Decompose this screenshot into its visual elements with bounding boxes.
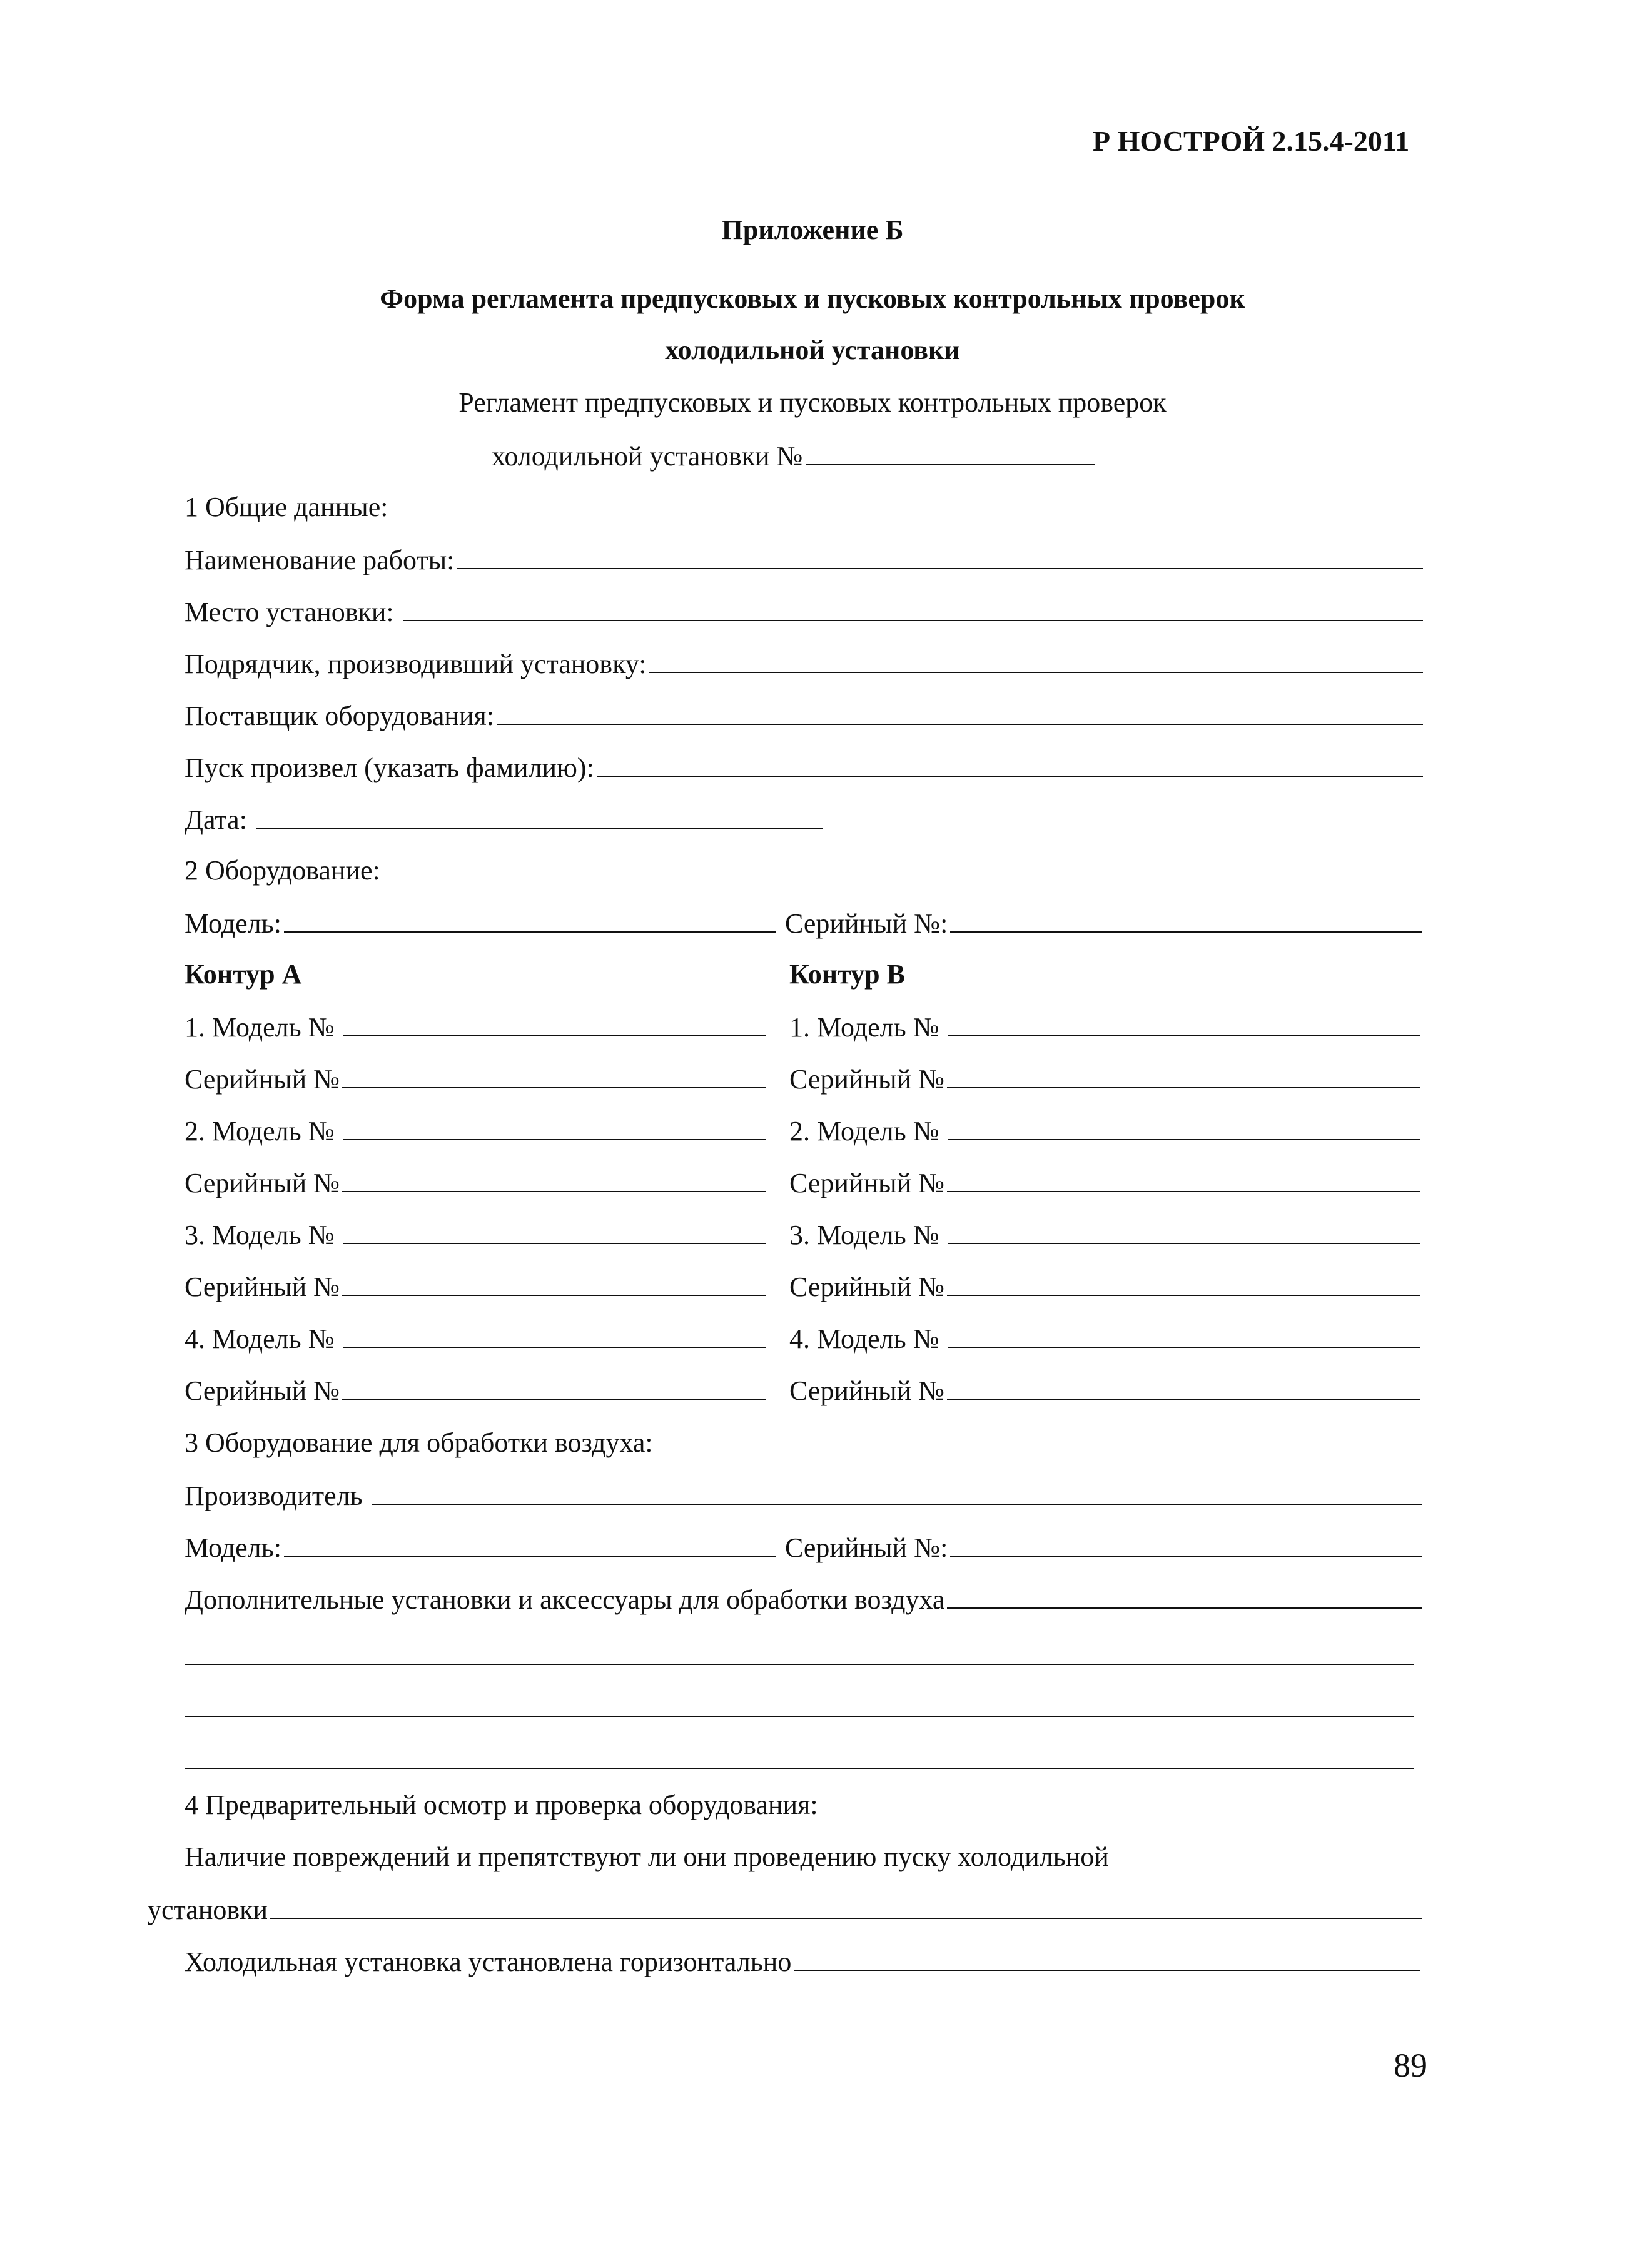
started-by-label: Пуск произвел (указать фамилию): xyxy=(185,752,594,783)
air-model-row xyxy=(185,1531,776,1564)
circuit-a-heading: Контур А xyxy=(185,959,302,990)
equipment-model-row xyxy=(185,906,776,940)
circuit-a-row xyxy=(185,1270,766,1304)
page-number: 89 xyxy=(1394,2047,1427,2084)
horizontal-row xyxy=(185,1945,1420,1978)
doc-title-line2-label: холодильной установки № xyxy=(492,441,803,472)
damage-field[interactable] xyxy=(270,1893,1422,1919)
circuit-b-row-label: 4. Модель № xyxy=(789,1324,939,1354)
circuit-a-row-label: 3. Модель № xyxy=(185,1220,335,1250)
form-title-line2: холодильной установки xyxy=(665,335,960,365)
section3-heading: 3 Оборудование для обработки воздуха: xyxy=(185,1427,653,1458)
section2-heading: 2 Оборудование: xyxy=(185,855,380,886)
started-by-row xyxy=(185,751,1423,784)
manufacturer-field[interactable] xyxy=(372,1479,1422,1505)
circuit-b-row-field[interactable] xyxy=(948,1218,1420,1244)
circuit-a-row xyxy=(185,1166,766,1200)
document-code: Р НОСТРОЙ 2.15.4-2011 xyxy=(1093,125,1410,157)
section4-heading: 4 Предварительный осмотр и проверка оборудования: xyxy=(185,1790,818,1820)
horizontal-label: Холодильная установка установлена горизонтально xyxy=(185,1947,792,1977)
circuit-a-row-label: 1. Модель № xyxy=(185,1012,335,1043)
location-label: Место установки: xyxy=(185,597,394,627)
supplier-row xyxy=(185,699,1423,732)
air-model-label: Модель: xyxy=(185,1532,281,1563)
contractor-field[interactable] xyxy=(649,647,1423,673)
equipment-model-field[interactable] xyxy=(284,906,776,933)
circuit-a-row xyxy=(185,1322,766,1355)
manufacturer-label: Производитель xyxy=(185,1481,363,1511)
appendix-title: Приложение Б xyxy=(721,215,904,245)
circuit-a-row-field[interactable] xyxy=(343,1010,766,1036)
supplier-field[interactable] xyxy=(497,699,1423,725)
air-model-field[interactable] xyxy=(284,1531,776,1557)
circuit-b-row-field[interactable] xyxy=(947,1166,1420,1192)
location-row xyxy=(185,595,1423,629)
extra-row xyxy=(185,1582,1422,1616)
circuit-a-row xyxy=(185,1010,766,1044)
circuit-a-row-label: Серийный № xyxy=(185,1272,340,1302)
air-serial-label: Серийный №: xyxy=(785,1532,948,1563)
work-name-field[interactable] xyxy=(457,543,1423,569)
circuit-b-row-label: 3. Модель № xyxy=(789,1220,939,1250)
air-serial-row xyxy=(785,1531,1422,1564)
extra-field[interactable] xyxy=(947,1582,1422,1609)
circuit-a-row-label: 4. Модель № xyxy=(185,1324,335,1354)
circuit-b-row-label: 1. Модель № xyxy=(789,1012,939,1043)
work-name-row xyxy=(185,543,1423,577)
circuit-a-row xyxy=(185,1114,766,1148)
equipment-serial-field[interactable] xyxy=(950,906,1422,933)
equipment-serial-label: Серийный №: xyxy=(785,908,948,939)
equipment-model-label: Модель: xyxy=(185,908,281,939)
extra-label: Дополнительные установки и аксессуары для обработки воздуха xyxy=(185,1584,945,1615)
contractor-label: Подрядчик, производивший установку: xyxy=(185,649,647,679)
circuit-a-row-label: Серийный № xyxy=(185,1064,340,1095)
location-field[interactable] xyxy=(403,595,1423,621)
circuit-a-row xyxy=(185,1062,766,1096)
circuit-b-row xyxy=(789,1218,1420,1252)
started-by-field[interactable] xyxy=(597,751,1423,777)
extra-blank-line-1[interactable] xyxy=(185,1664,1414,1665)
circuit-b-row-field[interactable] xyxy=(948,1322,1420,1348)
circuit-a-row-field[interactable] xyxy=(343,1218,766,1244)
work-name-label: Наименование работы: xyxy=(185,545,455,575)
circuit-b-row-field[interactable] xyxy=(948,1010,1420,1036)
circuit-a-row xyxy=(185,1218,766,1252)
extra-blank-line-3[interactable] xyxy=(185,1768,1414,1769)
circuit-b-row-label: 2. Модель № xyxy=(789,1116,939,1147)
circuit-b-row xyxy=(789,1322,1420,1355)
circuit-a-row-field[interactable] xyxy=(343,1322,766,1348)
circuit-b-row-field[interactable] xyxy=(947,1374,1420,1400)
section1-heading: 1 Общие данные: xyxy=(185,492,388,522)
circuit-a-row-field[interactable] xyxy=(342,1374,766,1400)
horizontal-field[interactable] xyxy=(794,1945,1420,1971)
supplier-label: Поставщик оборудования: xyxy=(185,701,494,731)
air-serial-field[interactable] xyxy=(950,1531,1422,1557)
damage-label: установки xyxy=(148,1895,268,1925)
circuit-b-row-field[interactable] xyxy=(947,1062,1420,1088)
doc-title-line1: Регламент предпусковых и пусковых контрольных проверок xyxy=(458,387,1167,418)
damage-line1: Наличие повреждений и препятствуют ли они проведению пуску холодильной xyxy=(185,1841,1109,1872)
circuit-a-row-field[interactable] xyxy=(342,1166,766,1192)
circuit-b-row xyxy=(789,1270,1420,1304)
installation-number-field[interactable] xyxy=(806,439,1095,465)
equipment-serial-row xyxy=(785,906,1422,940)
circuit-a-row-label: 2. Модель № xyxy=(185,1116,335,1147)
date-row xyxy=(185,802,823,836)
circuit-b-row-field[interactable] xyxy=(947,1270,1420,1296)
circuit-b-row-label: Серийный № xyxy=(789,1272,945,1302)
circuit-b-row xyxy=(789,1062,1420,1096)
manufacturer-row xyxy=(185,1479,1422,1512)
circuit-b-row-label: Серийный № xyxy=(789,1064,945,1095)
circuit-a-row-field[interactable] xyxy=(343,1114,766,1140)
circuit-a-row-field[interactable] xyxy=(342,1062,766,1088)
circuit-a-row-field[interactable] xyxy=(342,1270,766,1296)
circuit-b-row-label: Серийный № xyxy=(789,1375,945,1406)
circuit-b-row-field[interactable] xyxy=(948,1114,1420,1140)
circuit-b-row xyxy=(789,1166,1420,1200)
circuit-b-row xyxy=(789,1114,1420,1148)
circuit-b-heading: Контур В xyxy=(789,959,905,990)
damage-row xyxy=(148,1893,1422,1926)
doc-title-line2 xyxy=(492,439,1095,473)
form-title-line1: Форма регламента предпусковых и пусковых контрольных проверок xyxy=(380,283,1245,314)
circuit-a-row-label: Серийный № xyxy=(185,1168,340,1198)
circuit-a-row xyxy=(185,1374,766,1407)
circuit-b-row-label: Серийный № xyxy=(789,1168,945,1198)
circuit-b-row xyxy=(789,1374,1420,1407)
date-field[interactable] xyxy=(256,802,823,829)
extra-blank-line-2[interactable] xyxy=(185,1716,1414,1717)
date-label: Дата: xyxy=(185,804,247,835)
circuit-b-row xyxy=(789,1010,1420,1044)
circuit-a-row-label: Серийный № xyxy=(185,1375,340,1406)
contractor-row xyxy=(185,647,1423,681)
